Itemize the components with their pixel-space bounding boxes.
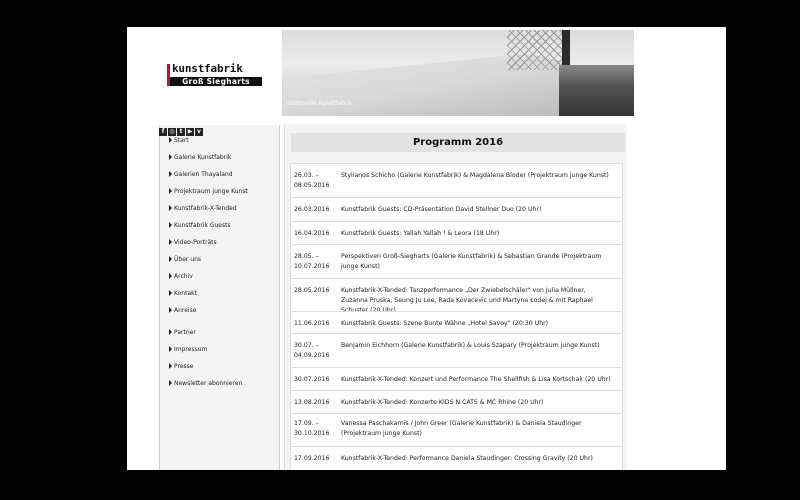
event-text: Kunstfabrik-X-Tended: Konzert und Performance The Shellfish & Lisa Kortschak (20 Uhr)	[341, 376, 611, 383]
nav-label: Galerie Kunstfabrik	[174, 154, 232, 161]
table-row	[290, 333, 623, 367]
triangle-right-icon	[169, 307, 172, 313]
triangle-right-icon	[169, 171, 172, 177]
nav-item-ueber-uns[interactable]	[169, 256, 201, 263]
nav-item-start[interactable]	[169, 137, 189, 144]
event-text: Kunstfabrik-X-Tended: Konzerte KIDS N CATS & MC Rhine (20 Uhr)	[341, 399, 544, 406]
header-banner-image	[282, 30, 634, 116]
nav-item-kontakt[interactable]	[169, 290, 197, 297]
page-title: Programm 2016	[291, 133, 625, 152]
triangle-right-icon	[169, 380, 172, 386]
banner-fence	[507, 30, 567, 70]
event-date: 26.03.2016	[294, 206, 330, 213]
event-date: 11.06.2016	[294, 320, 330, 327]
event-date: 30.07.2016	[294, 376, 330, 383]
nav-item-galerie-kunstfabrik[interactable]	[169, 154, 231, 161]
event-date: 17.09. – 30.10.2016	[294, 420, 330, 437]
nav-label: Newsletter abonnieren	[174, 380, 243, 387]
event-text: Kunstfabrik-X-Tended: Tanzperformance „Der Zwiebelschäler" von Julia Müllner, Zuzanna Pruska, Seung Ju Lee, Rada Kovacevic und Martyna Łodej & mit Raphael	[341, 287, 593, 304]
table-row	[290, 197, 623, 221]
facebook-icon[interactable]: f	[159, 128, 167, 136]
event-date: 28.05.2016	[294, 287, 330, 294]
triangle-right-icon	[169, 256, 172, 262]
event-text: Perspektiven Groß-Siegharts (Galerie Kunstfabrik) & Sebastian Grande (Projektraum junge Kunst)	[341, 253, 602, 270]
triangle-right-icon	[169, 188, 172, 194]
triangle-right-icon	[169, 273, 172, 279]
event-date: 13.08.2016	[294, 399, 330, 406]
nav-item-projektraum[interactable]	[169, 188, 248, 195]
event-date: 30.07. – 04.09.2016	[294, 342, 330, 359]
nav-item-presse[interactable]	[169, 363, 193, 370]
table-row	[290, 413, 623, 446]
nav-item-archiv[interactable]	[169, 273, 193, 280]
triangle-right-icon	[169, 346, 172, 352]
triangle-right-icon	[169, 154, 172, 160]
event-text: Stylianos Schicho (Galerie Kunstfabrik) & Magdalena Bloder (Projektraum junge Kunst)	[341, 172, 609, 179]
nav-item-video-portraits[interactable]	[169, 239, 217, 246]
table-row	[290, 163, 623, 197]
page	[127, 27, 726, 470]
banner-caption: Bildquelle Kunstfabrik	[287, 100, 353, 107]
nav-item-x-tended[interactable]	[169, 205, 237, 212]
triangle-right-icon	[169, 222, 172, 228]
event-text: Vanessa Paschakarnis / John Greer (Galerie Kunstfabrik) & Daniela Staudinger (Projektraum junge Kunst)	[341, 420, 582, 437]
nav-label: Impressum	[174, 346, 208, 353]
nav-label: Über uns	[174, 256, 201, 263]
nav-item-partner[interactable]	[169, 329, 196, 336]
event-text: Kunstfabrik Guests: CD-Präsentation David Stellner Duo (20 Uhr)	[341, 206, 542, 213]
nav-label: Galerien Thayaland	[174, 171, 233, 178]
nav-label: Video-Porträts	[174, 239, 217, 246]
event-date: 17.09.2016	[294, 455, 330, 462]
event-text: Benjamin Eichhorn (Galerie Kunstfabrik) & Louis Szapary (Projektraum junge Kunst)	[341, 342, 600, 349]
nav-item-impressum[interactable]	[169, 346, 207, 353]
triangle-right-icon	[169, 290, 172, 296]
table-row	[290, 278, 623, 311]
event-date: 26.03. – 08.05.2016	[294, 172, 330, 189]
site-logo[interactable]	[167, 64, 265, 88]
triangle-right-icon	[169, 137, 172, 143]
table-row	[290, 446, 623, 470]
triangle-right-icon	[169, 329, 172, 335]
nav-item-anreise[interactable]	[169, 307, 196, 314]
event-text: Kunstfabrik Guests: Yallah Yallah ! & Leora (18 Uhr)	[341, 230, 500, 237]
nav-label: Start	[174, 137, 189, 144]
event-date: 16.04.2016	[294, 230, 330, 237]
logo-subtitle: Groß Siegharts	[170, 77, 262, 86]
banner-cityscape	[559, 65, 634, 116]
logo-brand: kunstfabrik	[172, 62, 243, 75]
triangle-right-icon	[169, 205, 172, 211]
event-date: 28.05. – 10.07.2016	[294, 253, 330, 270]
event-text: Kunstfabrik Guests: Szene Bunte Wähne „Hotel Savoy" (20:30 Uhr)	[341, 320, 549, 327]
nav-label: Presse	[174, 363, 194, 370]
triangle-right-icon	[169, 239, 172, 245]
nav-label: Kunstfabrik Guests	[174, 222, 231, 229]
table-row	[290, 221, 623, 244]
nav-label: Kunstfabrik-X-Tended	[174, 205, 237, 212]
triangle-right-icon	[169, 363, 172, 369]
youtube-icon[interactable]: ▶	[187, 128, 193, 135]
nav-item-guests[interactable]	[169, 222, 231, 229]
nav-label: Archiv	[174, 273, 193, 280]
nav-label: Partner	[174, 329, 196, 336]
nav-label: Kontakt	[174, 290, 197, 297]
nav-label: Anreise	[174, 307, 197, 314]
nav-item-newsletter[interactable]	[169, 380, 242, 387]
table-row	[290, 311, 623, 333]
table-row	[290, 367, 623, 390]
social-links	[159, 128, 203, 136]
vimeo-icon[interactable]: v	[195, 128, 203, 136]
table-row	[290, 390, 623, 413]
nav-item-galerien-thayaland[interactable]	[169, 171, 233, 178]
nav-label: Projektraum junge Kunst	[174, 188, 248, 195]
instagram-icon[interactable]: ◎	[169, 128, 175, 135]
table-row	[290, 244, 623, 278]
event-text: Kunstfabrik-X-Tended: Performance Daniela Staudinger: Crossing Gravity (20 Uhr)	[341, 455, 593, 462]
twitter-icon[interactable]: t	[177, 128, 185, 136]
